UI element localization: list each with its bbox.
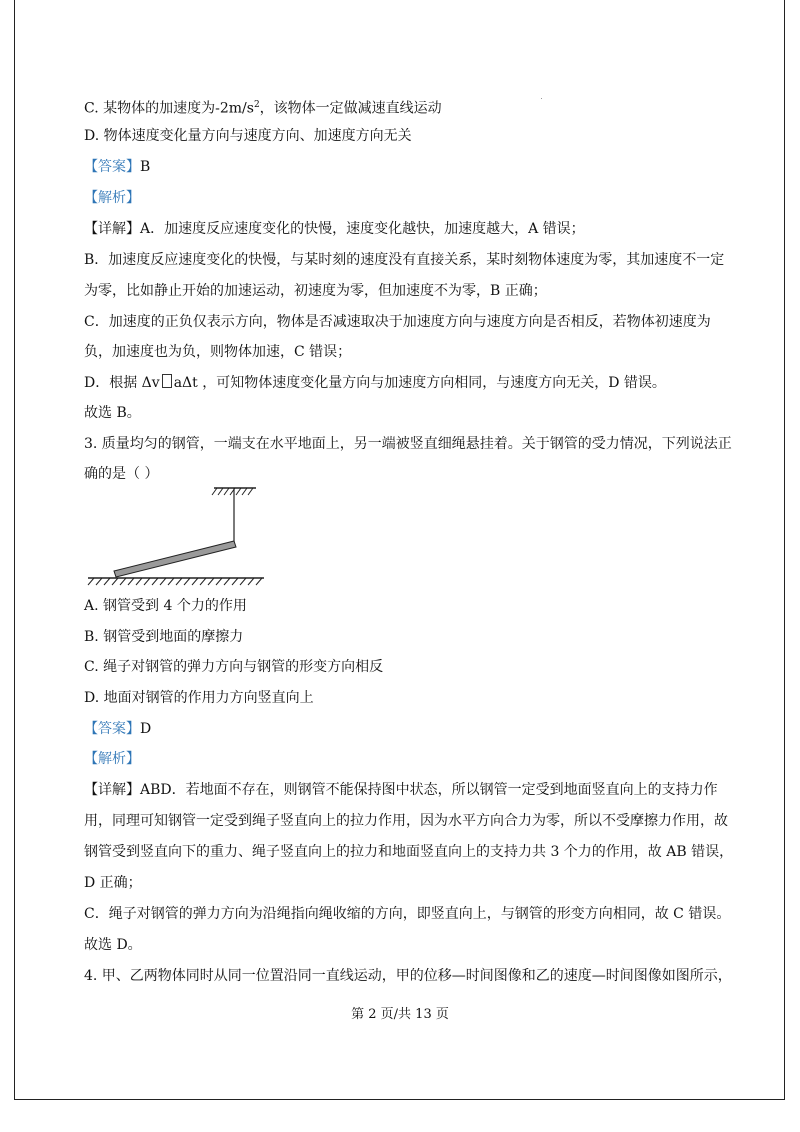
question-3-option-c: C. 绳子对钢管的弹力方向与钢管的形变方向相反 <box>84 659 384 675</box>
detail-c-2: 负，加速度也为负，则物体加速，C 错误； <box>84 344 352 360</box>
detail-b-2: 为零，比如静止开始的加速运动，初速度为零，但加速度不为零，B 正确； <box>84 283 547 299</box>
detail-b-1: B．加速度反应速度变化的快慢，与某时刻的速度没有直接关系，某时刻物体速度为零，其加速度不一定 <box>84 252 725 268</box>
option-d: D. 物体速度变化量方向与速度方向、加速度方向无关 <box>84 128 412 144</box>
q3-detail-4: D 正确； <box>84 875 142 891</box>
missing-glyph-box <box>162 374 172 388</box>
answer-label: 【答案】 <box>84 721 140 737</box>
answer-1 <box>84 158 150 176</box>
steel-pipe-diagram <box>84 483 284 593</box>
question-3-option-a: A. 钢管受到 4 个力的作用 <box>84 598 247 614</box>
question-4-line-1: 4. 甲、乙两物体同时从同一位置沿同一直线运动，甲的位移—时间图像和乙的速度—时间图像如图所示， <box>84 968 732 984</box>
q3-detail-1: 【详解】ABD．若地面不存在，则钢管不能保持图中状态，所以钢管一定受到地面竖直向上的支持力作 <box>84 782 718 798</box>
choose-d: 故选 D。 <box>84 937 142 953</box>
question-3-line-2: 确的是（ ） <box>84 466 159 482</box>
answer-label: 【答案】 <box>84 159 140 175</box>
question-3-line-1: 3. 质量均匀的钢管，一端支在水平地面上，另一端被竖直细绳悬挂着。关于钢管的受力情况，下列说法正 <box>84 436 732 452</box>
q3-detail-2: 用，同理可知钢管一定受到绳子竖直向上的拉力作用，因为水平方向合力为零，所以不受摩擦力作用，故 <box>84 813 728 829</box>
analysis-label-1: 【解析】 <box>84 190 140 206</box>
q3-detail-5: C．绳子对钢管的弹力方向为沿绳指向绳收缩的方向，即竖直向上，与钢管的形变方向相同，故 C 错误。 <box>84 906 731 922</box>
q3-detail-3: 钢管受到竖直向下的重力、绳子竖直向上的拉力和地面竖直向上的支持力共 3 个力的作用，故 AB 错误， <box>84 844 734 860</box>
option-c: C. 某物体的加速度为$-2m/s^2$，该物体一定做减速直线运动 <box>84 100 442 117</box>
answer-value: D <box>140 721 152 737</box>
detail-1: 【详解】A．加速度反应速度变化的快慢，速度变化越快，加速度越大，A 错误； <box>84 221 585 237</box>
analysis-label-2: 【解析】 <box>84 751 140 767</box>
choose-b: 故选 B。 <box>84 405 141 421</box>
scan-dot <box>541 98 542 99</box>
page-footer: 第 2 页/共 13 页 <box>351 1007 449 1022</box>
answer-2 <box>84 720 151 738</box>
question-3-option-b: B. 钢管受到地面的摩擦力 <box>84 629 244 645</box>
detail-d: D．根据 Δv aΔt ，可知物体速度变化量方向与加速度方向相同，与速度方向无关，D 错误。 <box>84 375 666 391</box>
answer-value: B <box>140 159 151 175</box>
detail-c-1: C．加速度的正负仅表示方向，物体是否减速取决于加速度方向与速度方向是否相反，若物体初速度为 <box>84 314 711 330</box>
question-3-option-d: D. 地面对钢管的作用力方向竖直向上 <box>84 690 314 706</box>
